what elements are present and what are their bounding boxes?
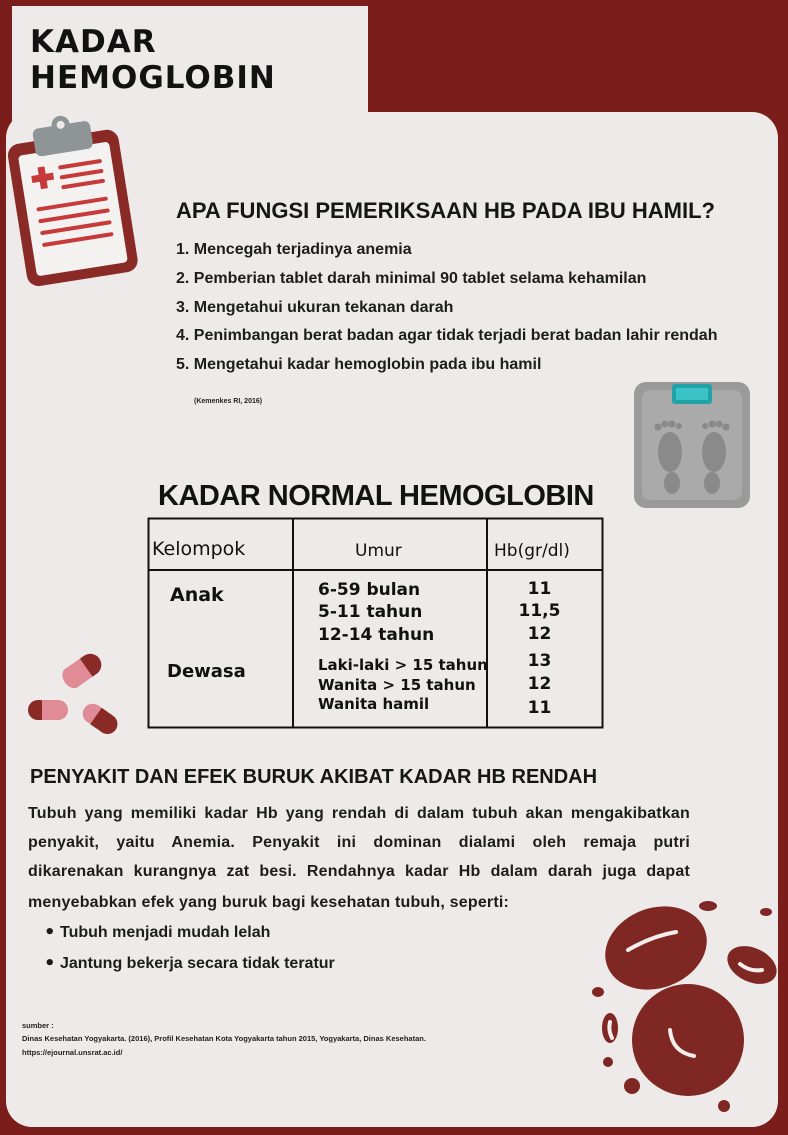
table-title: KADAR NORMAL HEMOGLOBIN bbox=[158, 480, 594, 512]
table-group-dewasa: Dewasa bbox=[167, 661, 246, 682]
list-item: 4. Penimbangan berat badan agar tidak terjadi berat badan lahir rendah bbox=[176, 327, 718, 344]
paragraph-line: Tubuh yang memiliki kadar Hb yang rendah di dalam tubuh akan mengakibatkan bbox=[28, 805, 690, 822]
paragraph-line: dikarenakan kurangnya zat besi. Rendahnya kadar Hb dalam darah juga dapat bbox=[28, 863, 690, 880]
table-cell-hb: 11 bbox=[527, 579, 552, 599]
red-blood-cell-icon bbox=[590, 880, 788, 1130]
table-cell-umur: Wanita hamil bbox=[318, 695, 430, 713]
paragraph-line: menyebabkan efek yang buruk bagi kesehatan tubuh, seperti: bbox=[28, 894, 510, 911]
table-cell-hb: 11,5 bbox=[518, 601, 561, 621]
table-cell-hb: 12 bbox=[527, 674, 552, 694]
capsule-icon bbox=[24, 646, 124, 736]
list-item: 3. Mengetahui ukuran tekanan darah bbox=[176, 299, 454, 316]
sources-label: sumber : bbox=[22, 1021, 54, 1030]
page-title-line-1: KADAR bbox=[30, 24, 157, 60]
section1-heading: APA FUNGSI PEMERIKSAAN HB PADA IBU HAMIL? bbox=[176, 198, 715, 223]
table-header-umur: Umur bbox=[355, 541, 402, 561]
table-cell-umur: Wanita > 15 tahun bbox=[318, 676, 476, 694]
paragraph-line: penyakit, yaitu Anemia. Penyakit ini dominan dialami oleh remaja putri bbox=[28, 834, 690, 851]
sources-line: https://ejournal.unsrat.ac.id/ bbox=[22, 1048, 123, 1057]
bullet-dot: • bbox=[44, 953, 56, 974]
page-title-line-2: HEMOGLOBIN bbox=[30, 60, 276, 96]
list-item: 5. Mengetahui kadar hemoglobin pada ibu hamil bbox=[176, 356, 542, 373]
citation: (Kemenkes RI, 2016) bbox=[194, 398, 263, 405]
weighing-scale-icon bbox=[632, 380, 752, 510]
table-cell-hb: 13 bbox=[527, 651, 552, 671]
section2-heading: PENYAKIT DAN EFEK BURUK AKIBAT KADAR HB RENDAH bbox=[30, 766, 598, 788]
table-header-hb: Hb(gr/dl) bbox=[494, 541, 570, 561]
table-cell-hb: 11 bbox=[527, 698, 552, 718]
clipboard-icon bbox=[2, 108, 142, 288]
list-item: Jantung bekerja secara tidak teratur bbox=[60, 955, 335, 972]
list-item: Tubuh menjadi mudah lelah bbox=[60, 924, 271, 941]
table-cell-hb: 12 bbox=[527, 624, 552, 644]
table-cell-umur: 6-59 bulan bbox=[318, 580, 421, 600]
table-cell-umur: 12-14 tahun bbox=[318, 625, 435, 645]
table-header-kelompok: Kelompok bbox=[152, 538, 246, 560]
table-group-anak: Anak bbox=[170, 584, 224, 606]
table-cell-umur: Laki-laki > 15 tahun bbox=[318, 656, 488, 674]
bullet-dot: • bbox=[44, 922, 56, 943]
sources-line: Dinas Kesehatan Yogyakarta. (2016), Profil Kesehatan Kota Yogyakarta tahun 2015, Yogyakarta, Dinas Kesehatan. bbox=[22, 1034, 426, 1043]
list-item: 2. Pemberian tablet darah minimal 90 tablet selama kehamilan bbox=[176, 270, 647, 287]
list-item: 1. Mencegah terjadinya anemia bbox=[176, 241, 412, 258]
table-cell-umur: 5-11 tahun bbox=[318, 602, 423, 622]
